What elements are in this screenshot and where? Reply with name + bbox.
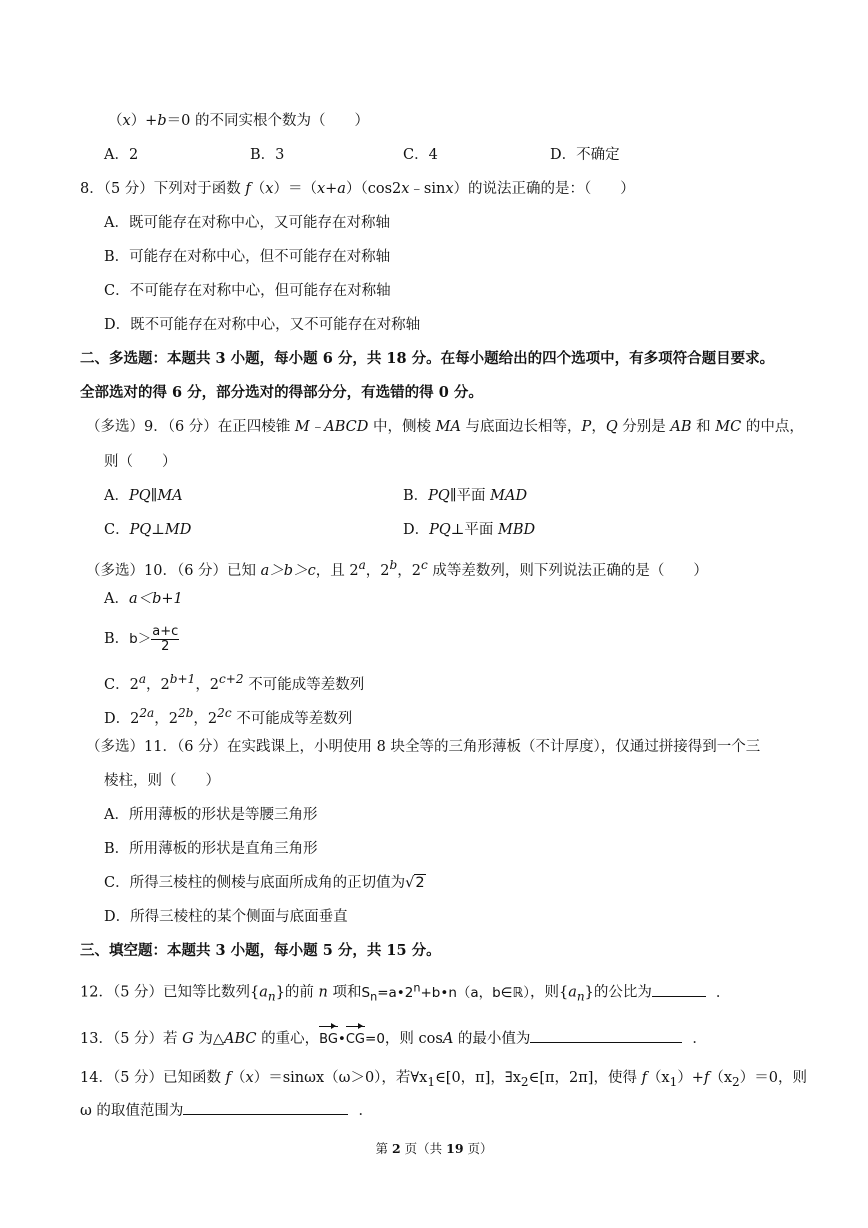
numerator: a+c (152, 623, 179, 639)
text: ∥平面 (449, 488, 491, 504)
text: ）+ (130, 113, 158, 129)
text: ）的说法正确的是：（ ） (453, 181, 635, 197)
q9-option-b (403, 485, 527, 507)
text: 分别是 (617, 419, 671, 435)
q11-option-c (104, 872, 426, 894)
var: ABC (224, 1031, 257, 1047)
var-x: x (401, 181, 410, 197)
label: C． (104, 522, 130, 538)
text: 与底面边长相等， (460, 419, 582, 435)
q8-stem (80, 178, 635, 200)
text: ＝0 的不同实根个数为（ ） (166, 113, 369, 129)
text: 的最小值为 (453, 1031, 531, 1047)
exp: c+2 (219, 672, 244, 686)
var-f: f (245, 181, 251, 197)
section2-heading: 二、多选题：本题共 3 小题，每小题 6 分，共 18 分。在每小题给出的四个选项中，有多项符合题目要求。 (80, 350, 775, 367)
text: 不可能成等差数列 (231, 710, 353, 727)
formula (361, 981, 530, 1004)
section2-heading-cont: 全部选对的得 6 分，部分选对的得部分分，有选错的得 0 分。 (80, 384, 483, 401)
exp: b+1 (169, 672, 196, 686)
q7-option-a: A．2 (104, 147, 139, 163)
exp: b (389, 558, 398, 572)
q10-option-c (104, 668, 364, 696)
text: ，2 (397, 562, 421, 579)
text: ）＝sinωx（ω＞0），若∀x (253, 1070, 428, 1086)
text: • (337, 1031, 346, 1047)
text: +b•n（a，b∈ℝ） (420, 984, 530, 1001)
text: ﹣sin (409, 181, 446, 197)
var-x: x (445, 181, 454, 197)
text: =0 (365, 1031, 385, 1047)
var: M﹣ABCD (294, 419, 369, 435)
q7-option-b: B．3 (250, 147, 285, 163)
var: A (442, 1031, 454, 1047)
exp: a (138, 672, 147, 686)
expr: MAD (490, 488, 528, 504)
q9-stem (86, 416, 804, 438)
label: A． (104, 488, 129, 504)
var: f (641, 1070, 647, 1086)
text: 第 (375, 1141, 392, 1156)
q10-option-d (104, 702, 352, 730)
q9-option-d (403, 519, 535, 541)
text: 为△ (193, 1031, 225, 1047)
q8-option-b: B．可能存在对称中心，但不可能存在对称轴 (104, 249, 391, 265)
text: ，2 (195, 676, 220, 693)
text: ω 的取值范围为 (80, 1103, 184, 1119)
q11-option-d: D．所得三棱柱的某个侧面与底面垂直 (104, 909, 348, 925)
text: ∈[0，π]，∃x (435, 1070, 521, 1086)
sqrt: √2 (405, 875, 425, 891)
text: 页（共 (400, 1141, 447, 1156)
q12-stem (80, 977, 730, 1008)
text: 14．（5 分）已知函数 (80, 1070, 226, 1086)
text: C．所得三棱柱的侧棱与底面所成角的正切值为 (104, 875, 406, 891)
answer-blank[interactable] (183, 1100, 348, 1115)
var: n (318, 984, 328, 1001)
q10-stem (86, 554, 708, 582)
sup: n (413, 981, 421, 994)
q10-option-b (104, 622, 179, 656)
q10-option-a (104, 588, 183, 610)
q11-option-b: B．所用薄板的形状是直角三角形 (104, 841, 318, 857)
sub: n (576, 989, 585, 1004)
var: MA (435, 419, 461, 435)
var: f (225, 1070, 232, 1086)
q11-stem: （多选）11．（6 分）在实践课上，小明使用 8 块全等的三角形薄板（不计厚度），仅通过拼接得到一个三 (86, 739, 761, 755)
var: a (259, 984, 268, 1001)
q14-stem (80, 1067, 807, 1093)
label: D．2 (104, 710, 140, 727)
var: P (581, 419, 592, 435)
text: ）＝0，则 (739, 1070, 807, 1086)
text: 12．（5 分）已知等比数列{ (80, 984, 260, 1001)
sub: 1 (669, 1074, 678, 1089)
exp: a (358, 558, 366, 572)
text: }的前 (275, 984, 319, 1001)
text: ． (715, 984, 731, 1001)
q13-stem (80, 1028, 707, 1051)
page-total: 19 (446, 1141, 464, 1156)
section3-heading: 三、填空题：本题共 3 小题，每小题 5 分，共 15 分。 (80, 942, 441, 959)
q9-option-a (104, 485, 183, 507)
text: =a•2 (377, 984, 414, 1001)
vector-bg: BG (319, 1029, 338, 1051)
text: 8．（5 分）下列对于函数 (80, 181, 246, 197)
text: （x (709, 1070, 733, 1086)
sub: 1 (427, 1074, 436, 1089)
text: ，2 (154, 710, 178, 727)
var-x: x (265, 181, 274, 197)
radicand: 2 (415, 875, 425, 891)
text: （ (250, 181, 266, 197)
text: 的重心， (256, 1031, 320, 1047)
var: Q (605, 419, 618, 435)
exp: 2b (177, 706, 194, 720)
vector-cg: CG (346, 1029, 365, 1051)
expr: PQ (429, 522, 451, 538)
var: f (703, 1070, 710, 1086)
text: ， (591, 419, 606, 435)
text: （x (646, 1070, 670, 1086)
var-xa: x+a (316, 181, 346, 197)
text: （ (108, 113, 123, 129)
label: D． (403, 522, 430, 538)
q8-option-c: C．不可能存在对称中心，但可能存在对称轴 (104, 283, 391, 299)
q8-option-d: D．既不可能存在对称中心，又不可能存在对称轴 (104, 317, 421, 333)
text: ，2 (146, 676, 170, 693)
q9-stem-cont: 则（ ） (104, 454, 177, 470)
text: ，且 2 (315, 562, 359, 579)
q9-option-c (104, 519, 191, 541)
text: ）+ (677, 1070, 704, 1086)
expr: PQ (428, 488, 450, 504)
exp: 2c (217, 706, 232, 720)
text: ，2 (365, 562, 390, 579)
text: ． (358, 1103, 373, 1119)
text: 项和 (327, 984, 362, 1001)
expr: MBD (498, 522, 536, 538)
q8-option-a: A．既可能存在对称中心，又可能存在对称轴 (104, 215, 390, 231)
sub: n (267, 989, 276, 1004)
text: ）＝（ (273, 181, 317, 197)
text: （ (231, 1070, 246, 1086)
text: 13．（5 分）若 (80, 1031, 183, 1047)
text: }的公比为 (584, 984, 652, 1001)
var: G (182, 1031, 194, 1047)
text: ． (692, 1031, 707, 1047)
text: 和 (691, 419, 716, 435)
sub: 2 (732, 1074, 740, 1089)
denominator: 2 (161, 638, 170, 654)
label: C．2 (104, 676, 139, 693)
var: MC (715, 419, 742, 435)
exp: 2a (139, 706, 155, 720)
q7-option-d: D．不确定 (550, 147, 620, 163)
fraction (151, 625, 179, 654)
exp: c (420, 558, 428, 572)
text: ，则{ (529, 984, 569, 1001)
answer-blank[interactable] (652, 982, 706, 997)
sub: n (370, 990, 378, 1004)
sub: 2 (520, 1074, 529, 1089)
label: B． (104, 631, 130, 647)
text: 页） (463, 1141, 493, 1156)
page-number: 2 (391, 1141, 401, 1156)
q7-tail-line (108, 110, 369, 132)
text: ⊥平面 (450, 522, 499, 538)
q14-stem-cont (80, 1100, 373, 1122)
expr: PQ⊥MD (129, 522, 192, 538)
q11-option-a: A．所用薄板的形状是等腰三角形 (104, 807, 318, 823)
text: 不可能成等差数列 (243, 676, 365, 693)
expr: a＞b＞c (260, 562, 316, 579)
expr: b＞ (129, 631, 152, 647)
text: 成等差数列，则下列说法正确的是（ ） (427, 562, 708, 579)
label: B． (403, 488, 429, 504)
text: ，则 cos (384, 1031, 443, 1047)
q7-option-c: C．4 (403, 147, 438, 163)
expr: a＜b+1 (128, 591, 183, 607)
page-footer (0, 1138, 868, 1160)
text: 的中点， (741, 419, 804, 435)
var-x: x (122, 113, 131, 129)
var: a (568, 984, 577, 1001)
text: （多选）9．（6 分）在正四棱锥 (86, 419, 295, 435)
q11-stem-cont: 棱柱，则（ ） (104, 773, 220, 789)
var-b: b (157, 113, 167, 129)
text: ）（cos2 (345, 181, 402, 197)
s: S (361, 984, 371, 1001)
text: 中，侧棱 (368, 419, 436, 435)
var: x (245, 1070, 254, 1086)
var: AB (670, 419, 692, 435)
answer-blank[interactable] (530, 1028, 682, 1043)
text: ，2 (193, 710, 218, 727)
text: （多选）10．（6 分）已知 (86, 562, 261, 579)
label: A． (104, 591, 129, 607)
expr: PQ∥MA (128, 488, 183, 504)
text: ∈[π，2π]，使得 (528, 1070, 642, 1086)
